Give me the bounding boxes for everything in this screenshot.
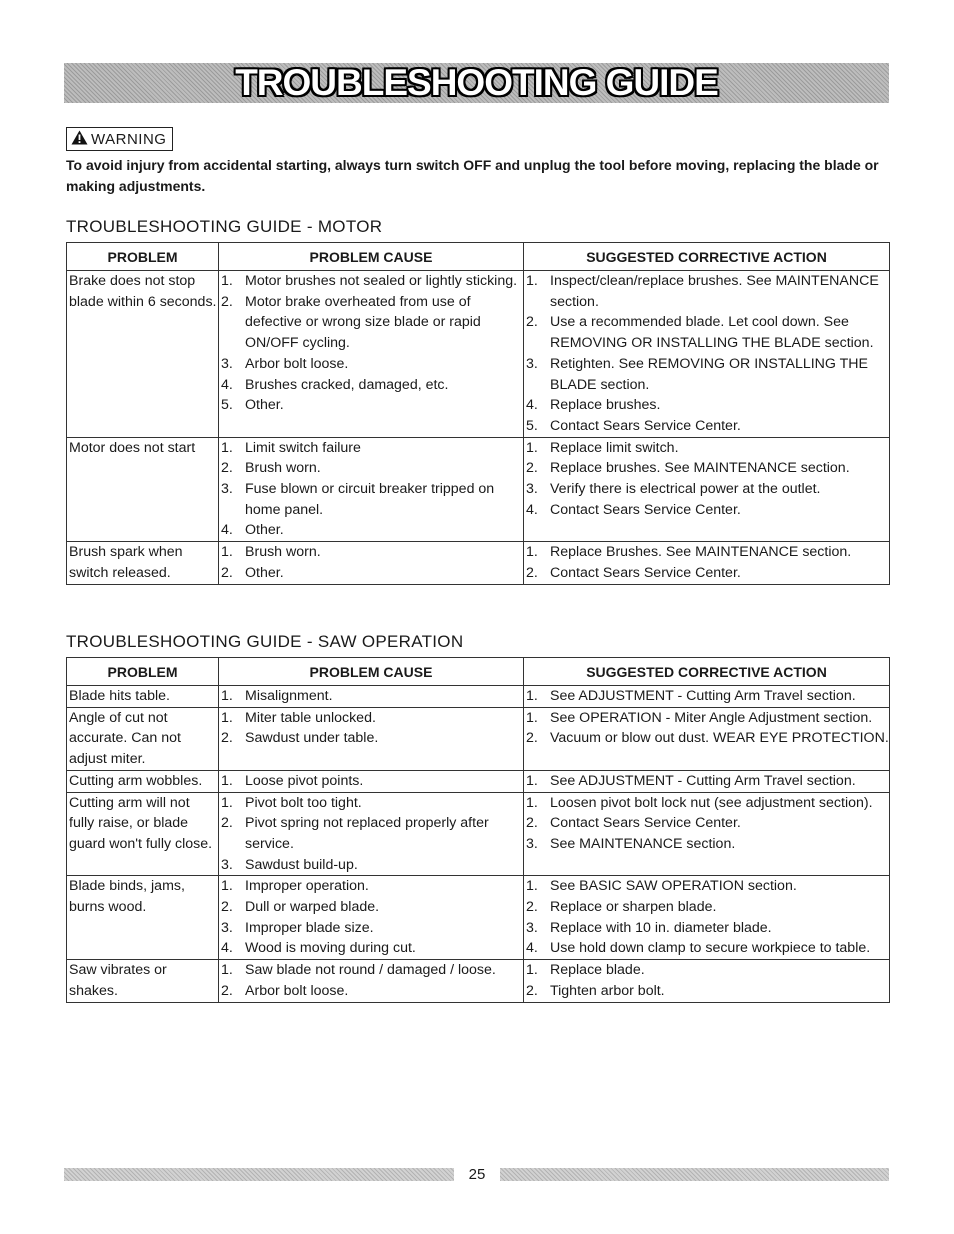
item-number: 3.	[526, 355, 538, 372]
action-text: See BASIC SAW OPERATION section.	[550, 878, 797, 895]
action-text: Tighten arbor bolt.	[550, 982, 665, 999]
item-number: 3.	[526, 481, 538, 498]
action-list	[526, 771, 889, 792]
list-item	[221, 813, 523, 854]
list-item	[221, 479, 523, 520]
item-number: 2.	[526, 460, 538, 477]
action-text: Replace brushes.	[550, 397, 661, 414]
item-number: 1.	[526, 709, 538, 726]
cause-list	[221, 960, 523, 1001]
column-header-problem: PROBLEM	[67, 658, 219, 686]
action-text: Replace with 10 in. diameter blade.	[550, 919, 772, 936]
item-number: 1.	[221, 772, 233, 789]
list-item	[526, 771, 889, 792]
list-item	[526, 686, 889, 707]
list-item	[526, 438, 889, 459]
action-text: Replace brushes. See MAINTENANCE section.	[550, 460, 850, 477]
item-number: 3.	[526, 835, 538, 852]
action-text: Inspect/clean/replace brushes. See MAINTENANCE section.	[550, 273, 879, 310]
item-number: 1.	[526, 794, 538, 811]
cause-text: Brush worn.	[245, 544, 321, 561]
list-item	[221, 918, 523, 939]
action-text: Retighten. See REMOVING OR INSTALLING THE BLADE section.	[550, 355, 869, 393]
cause-text: Motor brake overheated from use of defective or wrong size blade or rapid ON/OFF cycling.	[245, 293, 481, 352]
item-number: 1.	[221, 688, 233, 704]
table-row	[67, 542, 890, 584]
motor-troubleshooting-table	[66, 242, 890, 585]
action-text: Contact Sears Service Center.	[550, 417, 741, 434]
list-item	[526, 354, 889, 395]
item-number: 4.	[526, 397, 538, 414]
list-item	[221, 897, 523, 918]
list-item	[221, 771, 523, 792]
list-item	[526, 834, 889, 855]
item-number: 1.	[221, 273, 233, 289]
cause-list	[221, 708, 523, 749]
cause-text: Saw blade not round / damaged / loose.	[245, 962, 496, 979]
problem-cell: Angle of cut not accurate. Can not adjust miter.	[67, 707, 219, 770]
list-item	[526, 960, 889, 981]
list-item	[221, 981, 523, 1002]
item-number: 2.	[221, 293, 233, 310]
title-banner	[64, 63, 889, 103]
motor-table-body	[67, 271, 890, 585]
list-item	[526, 563, 889, 584]
action-cell	[524, 271, 890, 438]
cause-text: Pivot bolt too tight.	[245, 794, 362, 811]
cause-text: Brushes cracked, damaged, etc.	[245, 376, 449, 393]
item-number: 2.	[526, 982, 538, 999]
item-number: 1.	[526, 439, 538, 456]
list-item	[221, 876, 523, 897]
problem-cell: Blade binds, jams, burns wood.	[67, 876, 219, 960]
warning-label-box	[66, 127, 173, 151]
action-text: Vacuum or blow out dust. WEAR EYE PROTECTION.	[550, 730, 889, 747]
item-number: 3.	[221, 355, 233, 372]
item-number: 3.	[221, 856, 233, 873]
cause-list	[221, 542, 523, 583]
cause-text: Sawdust under table.	[245, 730, 379, 747]
cause-cell	[219, 876, 524, 960]
cause-text: Other.	[245, 397, 284, 414]
item-number: 1.	[526, 772, 538, 789]
problem-cell: Saw vibrates or shakes.	[67, 960, 219, 1002]
cause-cell	[219, 271, 524, 438]
action-text: Replace Brushes. See MAINTENANCE section.	[550, 544, 852, 561]
list-item	[221, 708, 523, 729]
table-row	[67, 770, 890, 792]
item-number: 1.	[221, 544, 233, 561]
item-number: 2.	[526, 564, 538, 581]
warning-text: To avoid injury from accidental starting, always turn switch OFF and unplug the tool before moving, replacing the blade or making adjustments.	[66, 157, 879, 194]
action-text: Use hold down clamp to secure workpiece to table.	[550, 940, 871, 957]
cause-text: Other.	[245, 522, 284, 539]
table-row	[67, 876, 890, 960]
item-number: 2.	[221, 460, 233, 477]
column-header-problem-cause: PROBLEM CAUSE	[219, 243, 524, 271]
item-number: 1.	[526, 544, 538, 561]
action-cell	[524, 437, 890, 542]
column-header-problem: PROBLEM	[67, 243, 219, 271]
item-number: 1.	[526, 878, 538, 895]
motor-section-title: TROUBLESHOOTING GUIDE - MOTOR	[66, 217, 383, 236]
item-number: 2.	[526, 730, 538, 747]
cause-text: Improper operation.	[245, 878, 369, 895]
problem-cell: Motor does not start	[67, 437, 219, 542]
table-header-row	[67, 243, 890, 271]
action-list	[526, 438, 889, 521]
item-number: 4.	[221, 522, 233, 539]
action-text: See MAINTENANCE section.	[550, 835, 736, 852]
column-header-corrective-action: SUGGESTED CORRECTIVE ACTION	[524, 243, 890, 271]
page-footer	[64, 1165, 889, 1185]
page-number: 25	[468, 1166, 486, 1183]
list-item	[221, 855, 523, 876]
cause-text: Improper blade size.	[245, 919, 374, 936]
list-item	[526, 708, 889, 729]
cause-text: Misalignment.	[245, 688, 333, 704]
cause-text: Dull or warped blade.	[245, 899, 380, 916]
cause-text: Other.	[245, 564, 284, 581]
table-header-row	[67, 658, 890, 686]
action-text: See ADJUSTMENT - Cutting Arm Travel section.	[550, 688, 856, 704]
item-number: 1.	[526, 962, 538, 979]
cause-text: Loose pivot points.	[245, 772, 364, 789]
list-item	[526, 395, 889, 416]
item-number: 2.	[221, 564, 233, 581]
cause-text: Wood is moving during cut.	[245, 940, 416, 957]
action-text: Replace or sharpen blade.	[550, 899, 717, 916]
list-item	[526, 897, 889, 918]
warning-label: WARNING	[91, 130, 167, 148]
action-list	[526, 708, 889, 749]
cause-cell	[219, 686, 524, 708]
list-item	[221, 438, 523, 459]
action-list	[526, 793, 889, 855]
item-number: 2.	[221, 899, 233, 916]
list-item	[221, 395, 523, 416]
list-item	[526, 728, 889, 749]
item-number: 1.	[221, 962, 233, 979]
item-number: 1.	[221, 794, 233, 811]
action-text: Use a recommended blade. Let cool down. See REMOVING OR INSTALLING THE BLADE section.	[550, 314, 874, 352]
cause-text: Arbor bolt loose.	[245, 355, 349, 372]
action-cell	[524, 960, 890, 1002]
item-number: 1.	[526, 688, 538, 704]
list-item	[526, 479, 889, 500]
list-item	[221, 938, 523, 959]
item-number: 5.	[221, 397, 233, 414]
item-number: 4.	[221, 940, 233, 957]
table-row	[67, 437, 890, 542]
problem-cell: Cutting arm wobbles.	[67, 770, 219, 792]
list-item	[526, 542, 889, 563]
list-item	[221, 542, 523, 563]
list-item	[221, 960, 523, 981]
cause-cell	[219, 707, 524, 770]
action-text: Replace limit switch.	[550, 439, 679, 456]
action-cell	[524, 542, 890, 584]
action-list	[526, 686, 889, 707]
action-text: Contact Sears Service Center.	[550, 501, 741, 518]
item-number: 3.	[221, 919, 233, 936]
list-item	[526, 271, 889, 312]
list-item	[526, 500, 889, 521]
item-number: 1.	[221, 439, 233, 456]
cause-cell	[219, 770, 524, 792]
action-list	[526, 876, 889, 959]
list-item	[221, 292, 523, 354]
list-item	[526, 312, 889, 353]
cause-list	[221, 793, 523, 876]
cause-cell	[219, 792, 524, 876]
item-number: 2.	[221, 730, 233, 747]
list-item	[526, 458, 889, 479]
action-text: See OPERATION - Miter Angle Adjustment section.	[550, 709, 873, 726]
item-number: 3.	[221, 481, 233, 498]
list-item	[526, 813, 889, 834]
page-title: TROUBLESHOOTING GUIDE	[235, 62, 718, 103]
item-number: 2.	[221, 815, 233, 832]
cause-cell	[219, 960, 524, 1002]
item-number: 3.	[526, 919, 538, 936]
problem-cell: Blade hits table.	[67, 686, 219, 708]
list-item	[221, 563, 523, 584]
cause-list	[221, 438, 523, 542]
item-number: 1.	[221, 709, 233, 726]
item-number: 4.	[221, 376, 233, 393]
action-text: Contact Sears Service Center.	[550, 564, 741, 581]
cause-text: Brush worn.	[245, 460, 321, 477]
list-item	[221, 271, 523, 292]
action-cell	[524, 770, 890, 792]
footer-bar-left	[64, 1168, 454, 1181]
list-item	[221, 458, 523, 479]
table-row	[67, 707, 890, 770]
cause-list	[221, 876, 523, 959]
list-item	[526, 793, 889, 814]
list-item	[526, 416, 889, 437]
action-cell	[524, 876, 890, 960]
list-item	[221, 520, 523, 541]
action-text: Replace blade.	[550, 962, 645, 979]
cause-text: Arbor bolt loose.	[245, 982, 349, 999]
item-number: 4.	[526, 501, 538, 518]
table-row	[67, 960, 890, 1002]
cause-list	[221, 271, 523, 416]
list-item	[526, 981, 889, 1002]
list-item	[526, 938, 889, 959]
action-list	[526, 271, 889, 437]
item-number: 4.	[526, 940, 538, 957]
cause-text: Motor brushes not sealed or lightly sticking.	[245, 273, 518, 289]
problem-cell: Brush spark when switch released.	[67, 542, 219, 584]
footer-bar-right	[500, 1168, 889, 1181]
action-text: Verify there is electrical power at the outlet.	[550, 481, 821, 498]
action-cell	[524, 686, 890, 708]
cause-cell	[219, 542, 524, 584]
cause-list	[221, 686, 523, 707]
action-list	[526, 542, 889, 583]
cause-text: Sawdust build-up.	[245, 856, 358, 873]
cause-list	[221, 771, 523, 792]
saw-table-body	[67, 686, 890, 1003]
action-list	[526, 960, 889, 1001]
column-header-problem-cause: PROBLEM CAUSE	[219, 658, 524, 686]
cause-text: Pivot spring not replaced properly after service.	[245, 815, 489, 852]
list-item	[526, 918, 889, 939]
problem-cell: Cutting arm will not fully raise, or blade guard won't fully close.	[67, 792, 219, 876]
list-item	[526, 876, 889, 897]
item-number: 1.	[221, 878, 233, 895]
saw-operation-section-title: TROUBLESHOOTING GUIDE - SAW OPERATION	[66, 632, 464, 651]
saw-operation-troubleshooting-table	[66, 657, 890, 1003]
item-number: 5.	[526, 417, 538, 434]
item-number: 2.	[526, 899, 538, 916]
item-number: 2.	[221, 982, 233, 999]
action-cell	[524, 792, 890, 876]
list-item	[221, 728, 523, 749]
table-row	[67, 792, 890, 876]
action-text: See ADJUSTMENT - Cutting Arm Travel section.	[550, 772, 856, 789]
table-row	[67, 271, 890, 438]
cause-text: Limit switch failure	[245, 439, 361, 456]
item-number: 2.	[526, 314, 538, 331]
list-item	[221, 354, 523, 375]
problem-cell: Brake does not stop blade within 6 seconds.	[67, 271, 219, 438]
action-cell	[524, 707, 890, 770]
list-item	[221, 686, 523, 707]
table-row	[67, 686, 890, 708]
action-text: Loosen pivot bolt lock nut (see adjustment section).	[550, 794, 873, 811]
column-header-corrective-action: SUGGESTED CORRECTIVE ACTION	[524, 658, 890, 686]
action-text: Contact Sears Service Center.	[550, 815, 741, 832]
list-item	[221, 375, 523, 396]
warning-triangle-icon	[71, 130, 88, 149]
cause-text: Miter table unlocked.	[245, 709, 376, 726]
list-item	[221, 793, 523, 814]
cause-cell	[219, 437, 524, 542]
item-number: 1.	[526, 273, 538, 289]
cause-text: Fuse blown or circuit breaker tripped on home panel.	[245, 481, 495, 518]
item-number: 2.	[526, 815, 538, 832]
